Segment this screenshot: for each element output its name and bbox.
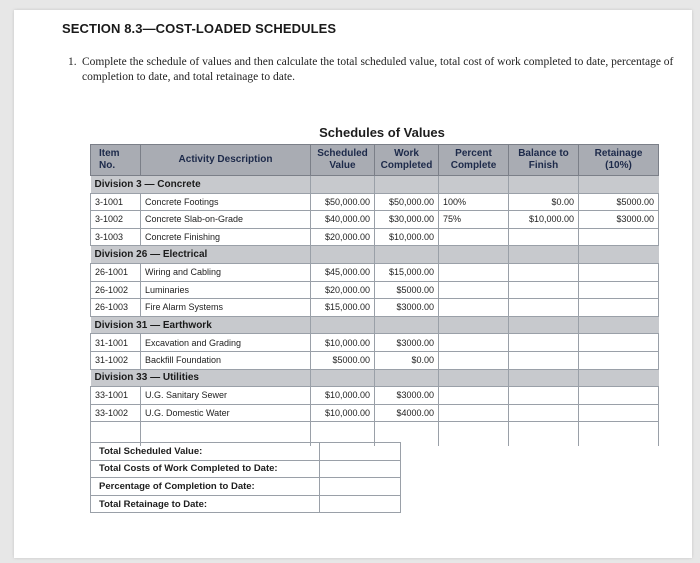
item-no-cell: 33-1001 — [91, 387, 141, 405]
work-completed-cell: $0.00 — [375, 351, 439, 369]
balance-to-finish-cell — [509, 281, 579, 299]
division-empty-cell — [579, 369, 659, 387]
division-label: Division 26 — Electrical — [91, 246, 311, 264]
balance-to-finish-cell — [509, 334, 579, 352]
header-retainage: Retainage (10%) — [579, 145, 659, 176]
scheduled-value-cell: $40,000.00 — [311, 211, 375, 229]
empty-cell — [439, 422, 509, 447]
balance-to-finish-cell: $0.00 — [509, 193, 579, 211]
division-label: Division 33 — Utilities — [91, 369, 311, 387]
table-row — [91, 387, 659, 405]
scheduled-value-cell: $20,000.00 — [311, 228, 375, 246]
header-row — [91, 145, 659, 176]
schedule-title-text: Schedules of Values — [319, 125, 445, 140]
division-empty-cell — [311, 176, 375, 194]
item-no-cell: 3-1003 — [91, 228, 141, 246]
scheduled-value-cell: $5000.00 — [311, 351, 375, 369]
division-row — [91, 369, 659, 387]
division-empty-cell — [509, 176, 579, 194]
item-no-cell: 3-1001 — [91, 193, 141, 211]
division-empty-cell — [311, 246, 375, 264]
total-row — [91, 495, 401, 513]
work-completed-cell: $3000.00 — [375, 387, 439, 405]
work-completed-cell: $5000.00 — [375, 281, 439, 299]
totals-table — [90, 442, 401, 513]
header-scheduled-value: Scheduled Value — [311, 145, 375, 176]
balance-to-finish-cell: $10,000.00 — [509, 211, 579, 229]
division-empty-cell — [375, 176, 439, 194]
total-row — [91, 443, 401, 461]
percent-complete-cell — [439, 351, 509, 369]
item-no-cell: 26-1003 — [91, 299, 141, 317]
work-completed-cell: $3000.00 — [375, 299, 439, 317]
balance-to-finish-cell — [509, 263, 579, 281]
question-number: 1. — [68, 56, 77, 68]
activity-cell: Excavation and Grading — [141, 334, 311, 352]
percent-complete-cell — [439, 281, 509, 299]
division-empty-cell — [579, 176, 659, 194]
section-title: SECTION 8.3—COST-LOADED SCHEDULES — [62, 21, 337, 36]
percent-complete-cell — [439, 387, 509, 405]
activity-cell: Concrete Slab-on-Grade — [141, 211, 311, 229]
scheduled-value-cell: $10,000.00 — [311, 404, 375, 422]
scheduled-value-cell: $50,000.00 — [311, 193, 375, 211]
activity-cell: Concrete Finishing — [141, 228, 311, 246]
division-empty-cell — [509, 369, 579, 387]
total-value-field[interactable] — [320, 443, 401, 461]
work-completed-cell: $4000.00 — [375, 404, 439, 422]
retainage-cell — [579, 404, 659, 422]
division-empty-cell — [311, 369, 375, 387]
percent-complete-cell — [439, 404, 509, 422]
item-no-cell: 26-1001 — [91, 263, 141, 281]
scheduled-value-cell: $10,000.00 — [311, 334, 375, 352]
total-value-field[interactable] — [320, 478, 401, 496]
table-row — [91, 351, 659, 369]
division-row — [91, 176, 659, 194]
activity-cell: U.G. Domestic Water — [141, 404, 311, 422]
division-empty-cell — [311, 316, 375, 334]
total-label: Total Costs of Work Completed to Date: — [91, 460, 320, 478]
division-row — [91, 316, 659, 334]
activity-cell: Luminaries — [141, 281, 311, 299]
table-row — [91, 211, 659, 229]
question — [68, 55, 678, 85]
table-row — [91, 228, 659, 246]
scheduled-value-cell: $45,000.00 — [311, 263, 375, 281]
division-label: Division 3 — Concrete — [91, 176, 311, 194]
table-row — [91, 281, 659, 299]
balance-to-finish-cell — [509, 228, 579, 246]
division-empty-cell — [439, 316, 509, 334]
total-label: Total Scheduled Value: — [91, 443, 320, 461]
work-completed-cell: $15,000.00 — [375, 263, 439, 281]
work-completed-cell: $3000.00 — [375, 334, 439, 352]
division-row — [91, 246, 659, 264]
retainage-cell: $5000.00 — [579, 193, 659, 211]
division-empty-cell — [579, 316, 659, 334]
retainage-cell — [579, 281, 659, 299]
scheduled-value-cell: $15,000.00 — [311, 299, 375, 317]
division-empty-cell — [375, 246, 439, 264]
total-row — [91, 460, 401, 478]
retainage-cell — [579, 299, 659, 317]
table-row — [91, 193, 659, 211]
total-row — [91, 478, 401, 496]
percent-complete-cell — [439, 299, 509, 317]
header-work-completed: Work Completed — [375, 145, 439, 176]
item-no-cell: 31-1001 — [91, 334, 141, 352]
item-no-cell: 33-1002 — [91, 404, 141, 422]
division-empty-cell — [439, 246, 509, 264]
division-empty-cell — [439, 369, 509, 387]
balance-to-finish-cell — [509, 351, 579, 369]
retainage-cell — [579, 228, 659, 246]
work-completed-cell: $50,000.00 — [375, 193, 439, 211]
item-no-cell: 26-1002 — [91, 281, 141, 299]
percent-complete-cell — [439, 263, 509, 281]
total-label: Percentage of Completion to Date: — [91, 478, 320, 496]
division-empty-cell — [375, 316, 439, 334]
table-row — [91, 299, 659, 317]
percent-complete-cell — [439, 228, 509, 246]
balance-to-finish-cell — [509, 387, 579, 405]
empty-cell — [579, 422, 659, 447]
table-row — [91, 404, 659, 422]
retainage-cell — [579, 263, 659, 281]
scheduled-value-cell: $10,000.00 — [311, 387, 375, 405]
header-balance-to-finish: Balance to Finish — [509, 145, 579, 176]
activity-cell: Backfill Foundation — [141, 351, 311, 369]
schedule-title — [90, 122, 658, 144]
total-value-field[interactable] — [320, 460, 401, 478]
header-activity: Activity Description — [141, 145, 311, 176]
activity-cell: U.G. Sanitary Sewer — [141, 387, 311, 405]
division-label: Division 31 — Earthwork — [91, 316, 311, 334]
retainage-cell — [579, 387, 659, 405]
retainage-cell — [579, 334, 659, 352]
activity-cell: Concrete Footings — [141, 193, 311, 211]
scheduled-value-cell: $20,000.00 — [311, 281, 375, 299]
percent-complete-cell — [439, 334, 509, 352]
table-row — [91, 263, 659, 281]
balance-to-finish-cell — [509, 404, 579, 422]
division-empty-cell — [509, 316, 579, 334]
schedule-table — [90, 144, 659, 446]
division-empty-cell — [579, 246, 659, 264]
item-no-cell: 31-1002 — [91, 351, 141, 369]
division-empty-cell — [509, 246, 579, 264]
work-completed-cell: $10,000.00 — [375, 228, 439, 246]
retainage-cell: $3000.00 — [579, 211, 659, 229]
worksheet-page — [14, 10, 692, 558]
header-percent-complete: Percent Complete — [439, 145, 509, 176]
balance-to-finish-cell — [509, 299, 579, 317]
question-text: Complete the schedule of values and then calculate the total scheduled value, total cost of work completed to date, percentage of completion to date, and total retainage to date. — [82, 56, 674, 83]
activity-cell: Wiring and Cabling — [141, 263, 311, 281]
total-value-field[interactable] — [320, 495, 401, 513]
item-no-cell: 3-1002 — [91, 211, 141, 229]
activity-cell: Fire Alarm Systems — [141, 299, 311, 317]
retainage-cell — [579, 351, 659, 369]
empty-cell — [509, 422, 579, 447]
percent-complete-cell: 75% — [439, 211, 509, 229]
header-item-no: Item No. — [91, 145, 141, 176]
total-label: Total Retainage to Date: — [91, 495, 320, 513]
work-completed-cell: $30,000.00 — [375, 211, 439, 229]
division-empty-cell — [375, 369, 439, 387]
division-empty-cell — [439, 176, 509, 194]
percent-complete-cell: 100% — [439, 193, 509, 211]
table-row — [91, 334, 659, 352]
